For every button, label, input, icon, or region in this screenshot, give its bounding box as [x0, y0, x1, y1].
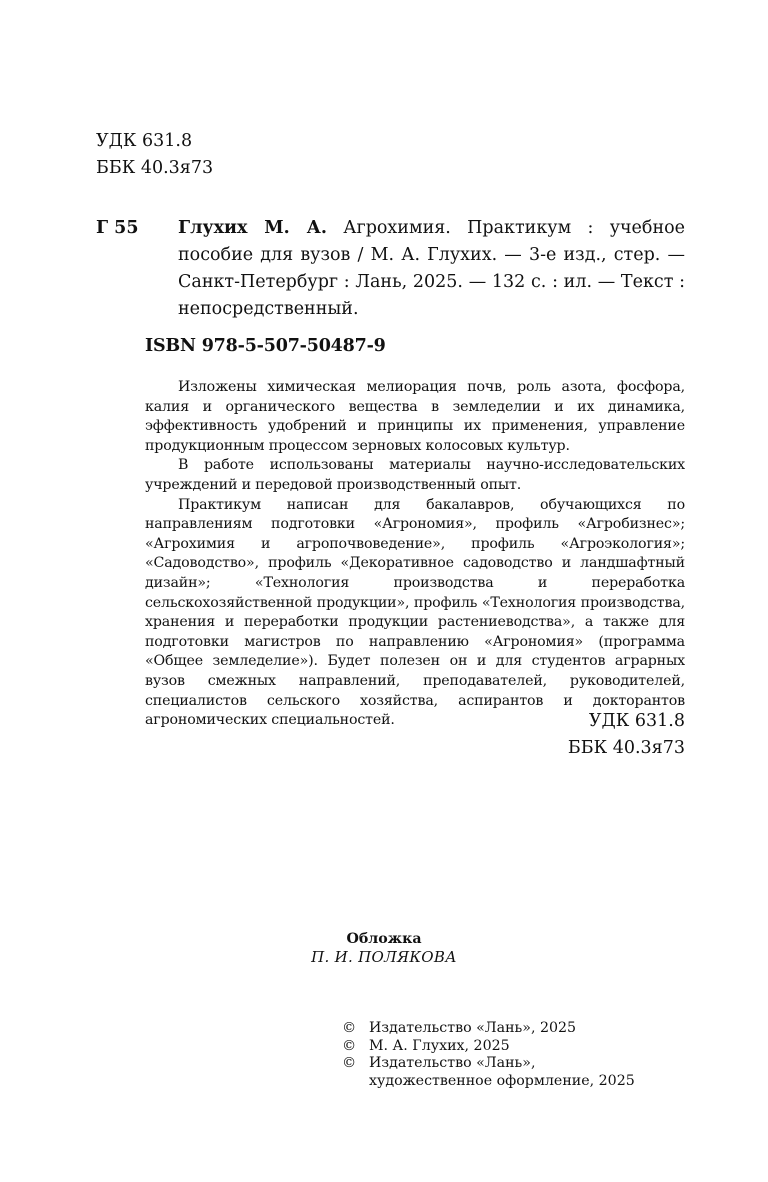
copyright-line	[342, 1038, 635, 1056]
annotation-paragraph: Изложены химическая мелиорация почв, роль азота, фосфора, калия и органического вещества в земледелии и их динамика, эффективность удобрений и принципы их применения, управление продукционным процессом зерновых колосовых культур.	[145, 379, 685, 454]
copyright-text: М. А. Глухих, 2025	[369, 1037, 510, 1054]
cover-credit	[0, 930, 768, 966]
record-author: Глухих М. А.	[178, 218, 327, 238]
annotation	[145, 378, 685, 731]
annotation-paragraph: В работе использованы материалы научно-исследовательских учреждений и передовой производственный опыт.	[145, 457, 685, 493]
copyright-text: Издательство «Лань»,	[369, 1055, 536, 1071]
udk-code: УДК 631.8	[96, 131, 193, 151]
classification-codes-bottom	[568, 708, 685, 762]
copyright-line	[342, 1055, 635, 1073]
copyright-text-continued: художественное оформление, 2025	[369, 1072, 635, 1089]
author-mark: Г 55	[96, 218, 139, 238]
annotation-paragraph: Практикум написан для бакалавров, обучающихся по направлениям подготовки «Агрономия», профиль «Агробизнес»; «Агрохимия и агропочвоведение», профиль «Агроэкология»; «Садоводство», профиль «Декоративное садоводство и ландшафтный дизайн»; «Технология производства и переработка сельскохозяйственной продукции», профиль «Технология производства, хранения и переработки продукции растениеводства», а также для подготовки магистров по направлению «Агрономия» (программа «Общее земледелие»). Будет полезен он и для студентов аграрных вузов смежных направлений, преподавателей, руководителей, специалистов сельского хозяйства, аспирантов и докторантов агрономических специальностей.	[145, 496, 685, 729]
copyright-icon: ©	[342, 1037, 357, 1054]
copyright-icon: ©	[342, 1020, 357, 1036]
copyright-text: Издательство «Лань», 2025	[369, 1020, 577, 1036]
udk-code: УДК 631.8	[588, 711, 685, 731]
copyright-line	[342, 1020, 635, 1038]
isbn: ISBN 978-5-507-50487-9	[145, 336, 386, 356]
bbk-code: ББК 40.3я73	[96, 158, 214, 178]
copyright-icon: ©	[342, 1055, 357, 1071]
cover-credit-author: П. И. ПОЛЯКОВА	[311, 948, 457, 966]
copyright-block	[342, 1020, 635, 1090]
classification-codes-top	[96, 128, 213, 182]
bbk-code: ББК 40.3я73	[567, 738, 685, 758]
bibliographic-record	[178, 215, 685, 323]
record-description: Агрохимия. Практикум : учебное пособие для вузов / М. А. Глухих. — 3-е изд., стер. — Санкт-Петербург : Лань, 2025. — 132 с. : ил. — Текст : непосредственный.	[178, 218, 686, 319]
cover-credit-title: Обложка	[346, 931, 422, 947]
